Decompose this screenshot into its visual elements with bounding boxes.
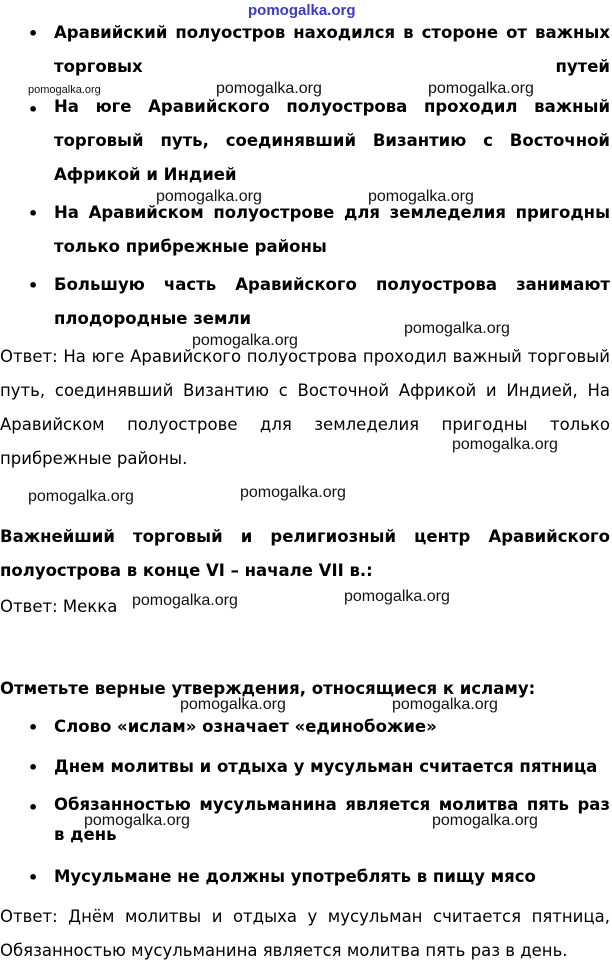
list-item: Большую часть Аравийского полуострова занимают плодородные земли [54,275,610,328]
list-item: Мусульмане не должны употреблять в пищу мясо [54,867,536,886]
site-watermark: pomogalka.org [240,484,346,501]
question-text: Отметьте верные утверждения, относящиеся к исламу: [0,679,536,698]
site-watermark: pomogalka.org [404,320,510,337]
site-watermark: pomogalka.org [216,80,322,97]
site-watermark: pomogalka.org [368,188,474,205]
list-item: На Аравийском полуострове для земледелия пригодны только прибрежные районы [54,203,610,256]
site-watermark: pomogalka.org [28,488,134,505]
bullet: • [28,204,39,223]
site-watermark: pomogalka.org [344,588,450,605]
bullet: • [28,276,39,295]
list-item: На юге Аравийского полуострова проходил важный торговый путь, соединявший Византию с Восточной Африкой и Индией [54,97,610,184]
bullet: • [28,798,39,817]
bullet: • [28,758,39,777]
answer-text: Ответ: Мекка [0,597,118,616]
question-text: Важнейший торговый и религиозный центр Аравийского полуострова в конце VI – начале VII в.: [0,527,610,580]
site-watermark: pomogalka.org [156,188,262,205]
site-watermark: pomogalka.org [432,812,538,829]
site-watermark: pomogalka.org [452,436,558,453]
bullet: • [28,24,39,43]
list-item: Днем молитвы и отдыха у мусульман считается пятница [54,757,598,776]
bullet: • [28,718,39,737]
site-watermark: pomogalka.org [28,84,101,96]
site-watermark: pomogalka.org [192,332,298,349]
site-watermark: pomogalka.org [180,696,286,713]
bullet: • [28,868,39,887]
answer-text: Ответ: На юге Аравийского полуострова проходил важный торговый путь, соединявший Византию с Восточной Африкой и Индией, На Аравийском полуострове для земледелия пригодны только прибрежные районы. [0,347,610,468]
site-watermark-top: pomogalka.org [248,2,356,19]
site-watermark: pomogalka.org [84,812,190,829]
bullet: • [28,100,39,119]
list-item: Слово «ислам» означает «единобожие» [54,717,437,736]
list-item: Обязанностью мусульманина является молитва пять раз в день [54,795,610,844]
site-watermark: pomogalka.org [392,696,498,713]
site-watermark: pomogalka.org [132,592,238,609]
answer-text: Ответ: Днём молитвы и отдыха у мусульман считается пятница, Обязанностью мусульманина является молитва пять раз в день. [0,907,610,960]
site-watermark: pomogalka.org [428,80,534,97]
list-item: Аравийский полуостров находился в стороне от важных торговых путей [54,23,610,76]
